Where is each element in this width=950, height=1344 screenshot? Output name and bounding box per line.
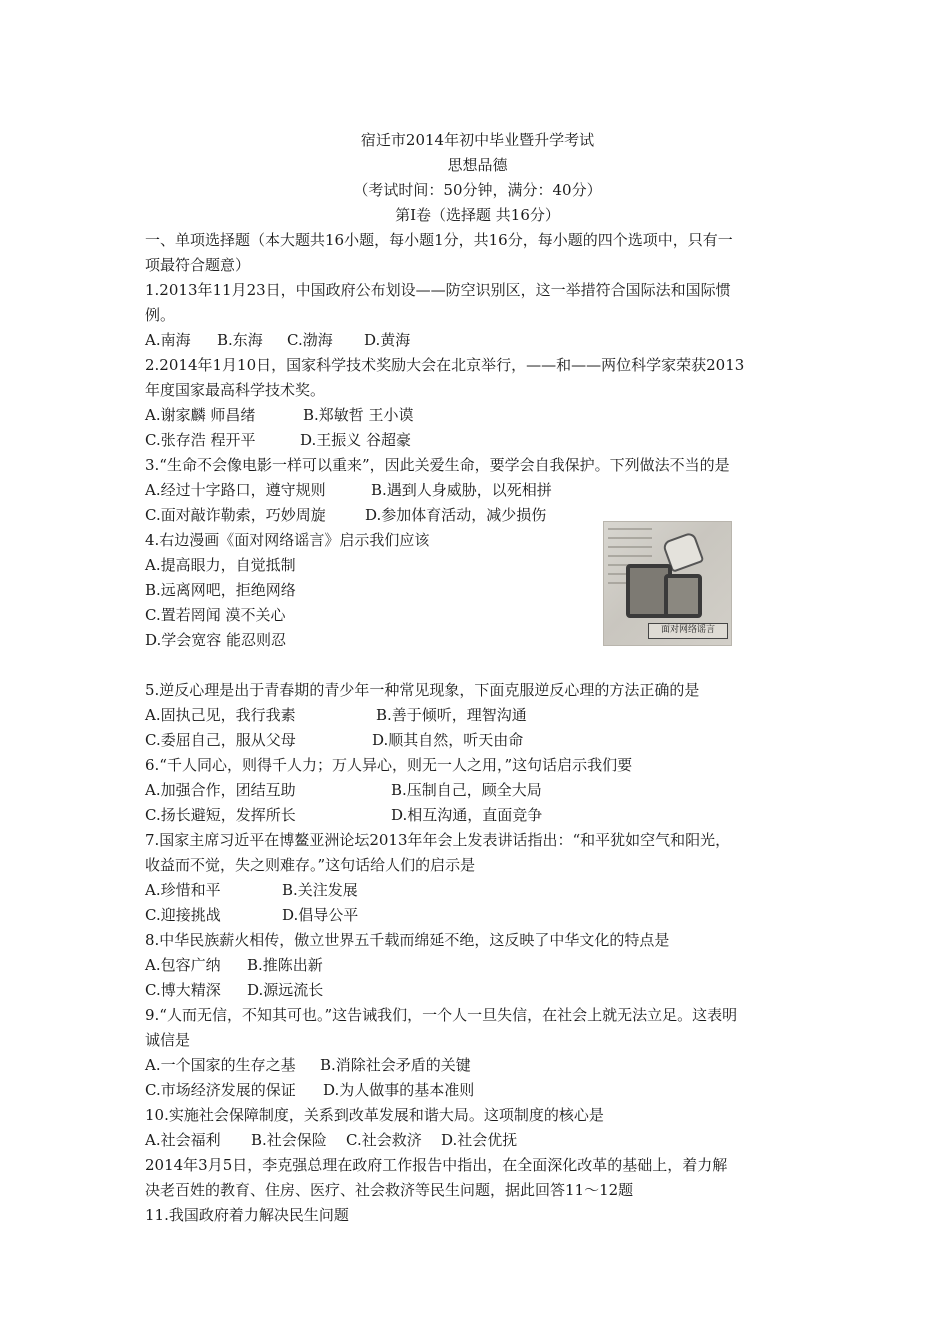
instructions-line: 项最符合题意）: [145, 256, 251, 274]
option: B.社会保险: [251, 1131, 327, 1149]
option-row: [145, 1053, 810, 1078]
question-stem: 4.右边漫画《面对网络谣言》启示我们应该: [145, 531, 430, 549]
question-stem: 10.实施社会保障制度，关系到改革发展和谐大局。这项制度的核心是: [145, 1106, 604, 1124]
cartoon-figure: [603, 521, 732, 646]
monitor-illustration: [664, 574, 702, 618]
option: D.顺其自然，听天由命: [372, 731, 524, 749]
question-stem: 例。: [145, 306, 176, 324]
option: C.扬长避短，发挥所长: [145, 806, 296, 824]
option-row: [145, 878, 810, 903]
option-row: [145, 428, 810, 453]
option: B.关注发展: [282, 881, 358, 899]
option: B.压制自己，顾全大局: [391, 781, 542, 799]
question-stem: 7.国家主席习近平在博鳌亚洲论坛2013年年会上发表讲话指出：“和平犹如空气和阳光，: [145, 831, 731, 849]
exam-title: 宿迁市2014年初中毕业暨升学考试: [360, 131, 595, 149]
exam-subject: 思想品德: [447, 156, 508, 174]
option: D.黄海: [364, 331, 411, 349]
question-stem: 年度国家最高科学技术奖。: [145, 381, 326, 399]
option: D.社会优抚: [441, 1131, 518, 1149]
option: A.珍惜和平: [145, 881, 221, 899]
spacer: [145, 653, 810, 678]
exam-info: （考试时间：50分钟，满分：40分）: [353, 181, 602, 199]
question-stem: 3.“生命不会像电影一样可以重来”，因此关爱生命，要学会自我保护。下列做法不当的是: [145, 456, 730, 474]
option: C.张存浩 程开平: [145, 431, 256, 449]
option-row: [145, 803, 810, 828]
option-row: [145, 778, 810, 803]
option: C.博大精深: [145, 981, 221, 999]
option: A.社会福利: [145, 1131, 221, 1149]
passage-line: 决老百姓的教育、住房、医疗、社会救济等民生问题，据此回答11～12题: [145, 1181, 634, 1199]
question-stem: 11.我国政府着力解决民生问题: [145, 1206, 349, 1224]
option: A.经过十字路口，遵守规则: [145, 481, 326, 499]
option: C.迎接挑战: [145, 906, 221, 924]
option: C.渤海: [287, 331, 333, 349]
question-stem: 5.逆反心理是出于青春期的青少年一种常见现象，下面克服逆反心理的方法正确的是: [145, 681, 700, 699]
option: A.提高眼力，自觉抵制: [145, 556, 296, 574]
option: B.善于倾听，理智沟通: [376, 706, 527, 724]
option: B.远离网吧，拒绝网络: [145, 581, 296, 599]
option: B.推陈出新: [247, 956, 323, 974]
option: D.为人做事的基本准则: [323, 1081, 475, 1099]
option: D.参加体育活动，减少损伤: [365, 506, 547, 524]
question-stem: 8.中华民族薪火相传，傲立世界五千载而绵延不绝，这反映了中华文化的特点是: [145, 931, 670, 949]
figure-caption: 面对网络谣言: [648, 623, 728, 639]
question-stem: 6.“千人同心，则得千人力；万人异心，则无一人之用，”这句话启示我们要: [145, 756, 633, 774]
option: A.谢家麟 师昌绪: [145, 406, 256, 424]
option: B.东海: [217, 331, 263, 349]
option-row: [145, 403, 810, 428]
option: D.学会宽容 能忍则忍: [145, 631, 287, 649]
option: A.加强合作，团结互助: [145, 781, 296, 799]
question-stem: 2.2014年1月10日，国家科学技术奖励大会在北京举行，——和——两位科学家荣获2013: [145, 356, 745, 374]
option: D.王振义 谷超豪: [300, 431, 412, 449]
option: B.郑敏哲 王小谟: [303, 406, 414, 424]
option: A.固执己见，我行我素: [145, 706, 296, 724]
question-stem: 收益而不觉，失之则难存。”这句话给人们的启示是: [145, 856, 476, 874]
option: A.南海: [145, 331, 191, 349]
passage-line: 2014年3月5日，李克强总理在政府工作报告中指出，在全面深化改革的基础上，着力解: [145, 1156, 728, 1174]
option-row: [145, 903, 810, 928]
instructions-line: 一、单项选择题（本大题共16小题，每小题1分，共16分，每小题的四个选项中，只有一: [145, 231, 733, 249]
option-row: [145, 978, 810, 1003]
option: C.委屈自己，服从父母: [145, 731, 296, 749]
option-row: [145, 728, 810, 753]
exam-content: [145, 128, 810, 1228]
option: B.消除社会矛盾的关键: [320, 1056, 471, 1074]
option-row: [145, 703, 810, 728]
option: C.面对敲诈勒索，巧妙周旋: [145, 506, 326, 524]
option-row: [145, 953, 810, 978]
option: A.一个国家的生存之基: [145, 1056, 296, 1074]
option: D.倡导公平: [282, 906, 359, 924]
section-title: 第Ⅰ卷（选择题 共16分）: [395, 206, 560, 224]
question-stem: 1.2013年11月23日，中国政府公布划设——防空识别区，这一举措符合国际法和国际惯: [145, 281, 731, 299]
question-stem: 9.“人而无信，不知其可也。”这告诫我们，一个人一旦失信，在社会上就无法立足。这表明: [145, 1006, 738, 1024]
question-stem: 诚信是: [145, 1031, 191, 1049]
option-row: [145, 328, 810, 353]
option-row: [145, 1078, 810, 1103]
option-row: [145, 478, 810, 503]
option: D.相互沟通，直面竞争: [391, 806, 543, 824]
option: D.源远流长: [247, 981, 324, 999]
option: A.包容广纳: [145, 956, 221, 974]
option: C.社会救济: [346, 1131, 422, 1149]
option: B.遇到人身威胁，以死相拼: [371, 481, 552, 499]
option: C.置若罔闻 漠不关心: [145, 606, 286, 624]
option-row: [145, 1128, 810, 1153]
option: C.市场经济发展的保证: [145, 1081, 296, 1099]
